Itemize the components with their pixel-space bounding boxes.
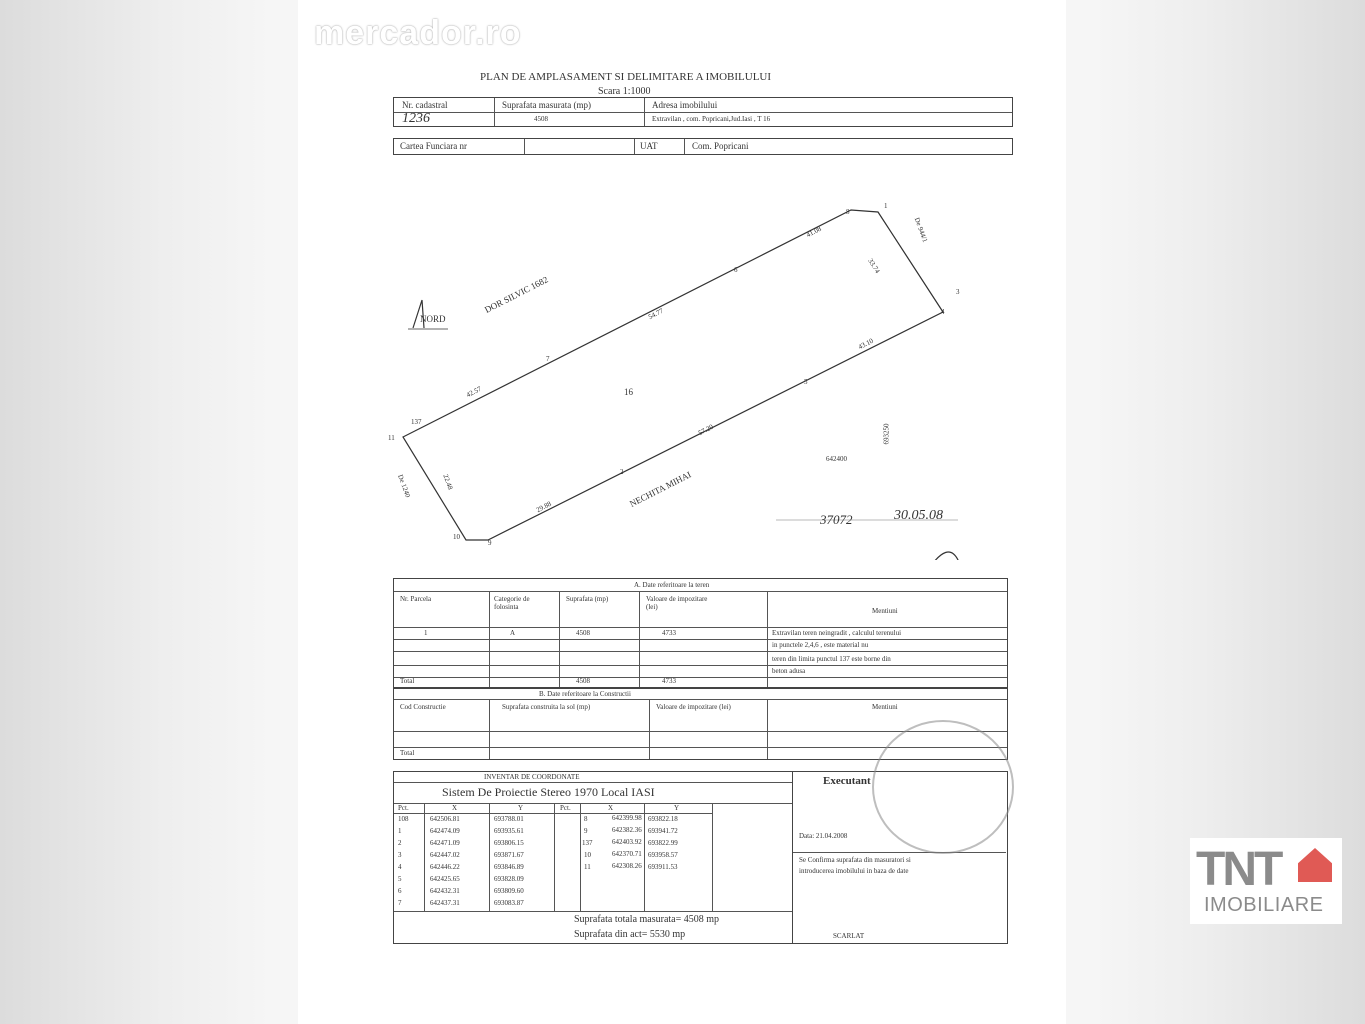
coord-row: 11 [584, 863, 591, 871]
coord-row: 693935.61 [494, 827, 524, 835]
land-h-surface: Suprafata (mp) [566, 595, 609, 603]
coord-row: 642447.02 [430, 851, 460, 859]
coord-row: 1 [398, 827, 402, 835]
address-value: Extravilan , com. Popricani,Jud.Iasi , T 16 [652, 115, 771, 123]
neighbor-top: DOR SILVIC 1682 [483, 274, 550, 315]
executant-title: Executant [823, 775, 871, 787]
point-11: 11 [388, 434, 395, 442]
executant-note-1: Se Confirma suprafata din masuratori si [799, 856, 911, 864]
land-mention-2: in punctele 2,4,6 , este material nu [772, 641, 869, 649]
header-surface-label: Suprafata masurata (mp) [502, 100, 591, 110]
coord-row: 10 [584, 851, 591, 859]
coord-row: 3 [398, 851, 402, 859]
point-5: 5 [804, 378, 808, 386]
point-2: 2 [620, 468, 624, 476]
coord-h-pt-left: Pct. [398, 804, 409, 812]
stamp-number: 37072 [820, 512, 853, 527]
act-surface: Suprafata din act= 5530 mp [574, 929, 686, 940]
coord-row: 6 [398, 887, 402, 895]
total-surface: Suprafata totala masurata= 4508 mp [574, 914, 720, 925]
land-total-label: Total [400, 677, 415, 685]
coord-row: 693828.09 [494, 875, 524, 883]
header-address-label: Adresa imobilului [652, 100, 718, 110]
construction-h-value: Valoare de impozitare (lei) [656, 703, 731, 711]
point-7: 7 [546, 355, 550, 363]
coord-row: 693806.15 [494, 839, 524, 847]
construction-title: B. Date referitoare la Constructii [539, 690, 631, 698]
coord-row: 642308.26 [612, 862, 642, 870]
coord-row: 642432.31 [430, 887, 460, 895]
construction-h-code: Cod Constructie [400, 703, 446, 711]
land-h-category: Categorie de folosinta [494, 595, 530, 611]
parcel-number: 16 [624, 387, 633, 397]
coord-h-x-right: X [608, 804, 614, 812]
north-label: NORD [420, 314, 446, 324]
coord-row: 693822.99 [648, 839, 678, 847]
side-right-label: De 944/1 [912, 216, 930, 244]
coord-row: 642403.92 [612, 838, 642, 846]
point-6: 6 [734, 266, 738, 274]
coord-row: 4 [398, 863, 402, 871]
construction-total-label: Total [400, 749, 415, 757]
coord-row: 7 [398, 899, 402, 907]
coord-row: 642474.09 [430, 827, 460, 835]
distance-4310: 43.10 [857, 336, 875, 352]
coord-row: 693809.60 [494, 887, 524, 895]
coordinates-system: Sistem De Proiectie Stereo 1970 Local IASI [442, 785, 655, 799]
land-mention-4: beton adusa [772, 667, 806, 675]
point-3: 3 [956, 288, 960, 296]
distance-5477: 54.77 [647, 306, 665, 322]
coord-row: 693822.18 [648, 815, 678, 823]
signature-mark [928, 552, 978, 560]
land-total-surface: 4508 [576, 677, 590, 685]
coord-row: 642399.98 [612, 814, 642, 822]
land-mention-1: Extravilan teren neingradit , calculul terenului [772, 629, 902, 637]
coord-row: 137 [582, 839, 593, 847]
coord-h-y-left: Y [518, 804, 524, 812]
distance-5720: 57.20 [697, 422, 715, 438]
coord-row: 642425.65 [430, 875, 460, 883]
executant-note-2: introducerea imobilului in baza de date [799, 867, 909, 875]
coord-row: 8 [584, 815, 588, 823]
land-table [393, 578, 1008, 688]
land-mention-3: teren din limita punctul 137 este borne din [772, 655, 891, 663]
coord-h-y-right: Y [674, 804, 680, 812]
land-row-value: 4733 [662, 629, 676, 637]
coord-row: 642370.71 [612, 850, 642, 858]
land-table-title: A. Date referitoare la teren [634, 581, 710, 589]
watermark: mercador.ro [314, 14, 522, 52]
coord-row: 693958.57 [648, 851, 678, 859]
coord-row: 9 [584, 827, 588, 835]
point-8: 8 [846, 208, 850, 216]
distance-2248: 22.48 [441, 473, 455, 491]
side-left-label: De 1240 [396, 473, 412, 499]
point-4: 4 [941, 308, 945, 316]
land-h-value: Valoare de impozitare (lei) [646, 595, 708, 611]
coord-y-label: 693250 [882, 423, 891, 445]
coord-row: 693083.87 [494, 899, 524, 907]
point-137: 137 [411, 418, 422, 426]
coord-row: 693871.67 [494, 851, 524, 859]
surface-value: 4508 [534, 115, 548, 123]
parcel-side-right [878, 212, 943, 312]
coord-row: 108 [398, 815, 409, 823]
uat-label: UAT [640, 141, 658, 151]
header-cadastral-label: Nr. cadastral [402, 100, 448, 110]
coordinates-title: INVENTAR DE COORDONATE [484, 773, 580, 781]
point-1: 1 [884, 202, 888, 210]
coord-row: 5 [398, 875, 402, 883]
distance-4108: 41.08 [805, 224, 823, 240]
neighbor-bottom: NECHITA MIHAI [628, 469, 693, 509]
construction-h-surface: Suprafata construita la sol (mp) [502, 703, 591, 711]
scanned-document [298, 0, 1066, 1024]
distance-4257: 42.57 [465, 384, 483, 400]
point-10: 10 [453, 533, 460, 541]
executant-date: Data: 21.04.2008 [799, 832, 848, 840]
land-row-category: A [510, 629, 516, 637]
coord-row: 642471.09 [430, 839, 460, 847]
distance-3374: 33.74 [866, 257, 882, 275]
coord-h-pt-right: Pct. [560, 804, 571, 812]
coord-row: 642446.22 [430, 863, 460, 871]
coord-row: 642506.81 [430, 815, 460, 823]
plan-title: PLAN DE AMPLASAMENT SI DELIMITARE A IMOBILULUI [480, 71, 772, 83]
cf-label: Cartea Funciara nr [400, 141, 467, 151]
land-h-mentions: Mentiuni [872, 607, 898, 615]
executant-sign: SCARLAT [833, 932, 865, 940]
tnt-imobiliare-logo [1190, 838, 1342, 924]
land-total-value: 4733 [662, 677, 676, 685]
logo-brand-sub: IMOBILIARE [1204, 894, 1324, 916]
coordinates-table [393, 771, 793, 944]
coord-row: 693846.89 [494, 863, 524, 871]
logo-brand-name: TNT [1196, 843, 1281, 896]
construction-h-mentions: Mentiuni [872, 703, 898, 711]
land-row-parcel: 1 [424, 629, 428, 637]
stamp-date: 30.05.08 [894, 508, 943, 523]
plan-scale: Scara 1:1000 [598, 86, 651, 97]
land-row-surface: 4508 [576, 629, 590, 637]
land-h-parcel: Nr. Parcela [400, 595, 432, 603]
house-roof-icon [1298, 848, 1332, 882]
point-9: 9 [488, 539, 492, 547]
coord-h-x-left: X [452, 804, 458, 812]
coord-row: 642382.36 [612, 826, 642, 834]
cadastral-number: 1236 [402, 111, 430, 126]
distance-2988: 29.88 [535, 499, 553, 515]
uat-value: Com. Popricani [692, 141, 749, 151]
coord-row: 642437.31 [430, 899, 460, 907]
coord-x-label: 642400 [826, 455, 847, 463]
coord-row: 693788.01 [494, 815, 524, 823]
round-stamp-icon [872, 720, 1014, 854]
parcel-outline [403, 210, 943, 540]
coord-row: 693911.53 [648, 863, 678, 871]
coord-row: 693941.72 [648, 827, 678, 835]
coord-row: 2 [398, 839, 402, 847]
